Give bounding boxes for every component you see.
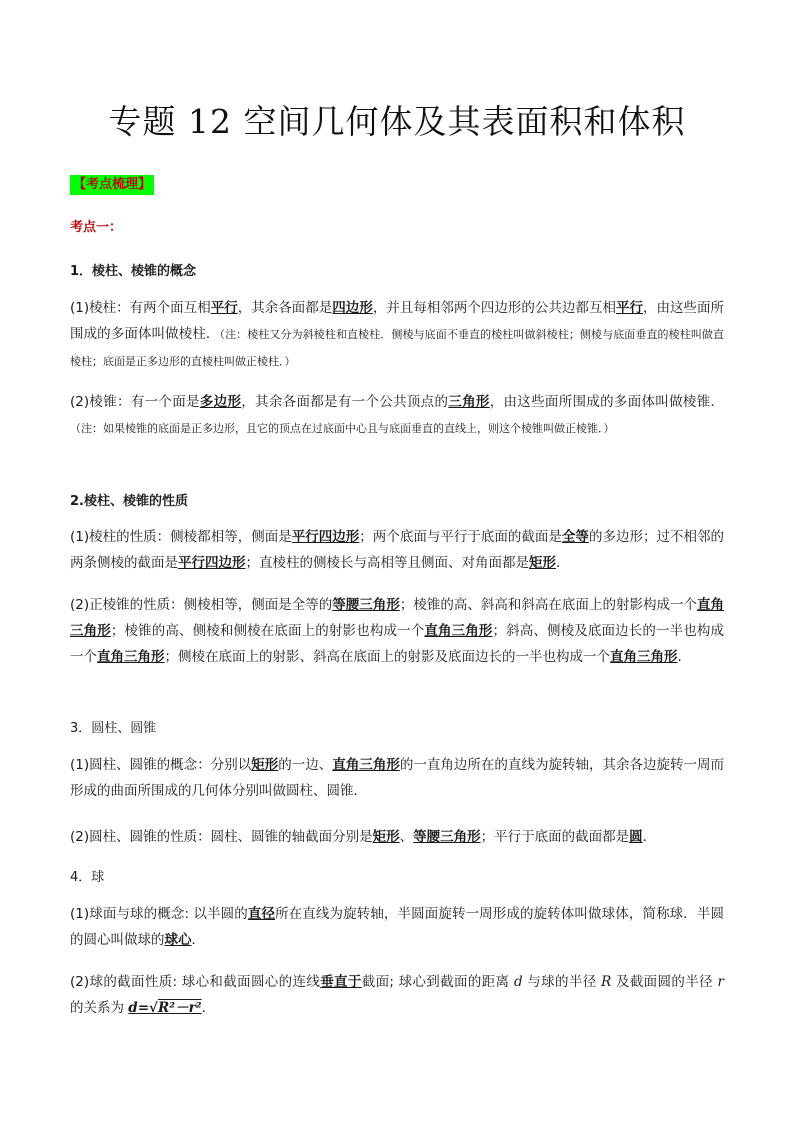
keyword: 多边形 [199, 394, 242, 410]
paragraph-cylinder-cone: (1)圆柱、圆锥的概念：分别以矩形的一边、直角三角形的一直角边所在的直线为旋转轴，其余各边旋转一周而形成的曲面所围成的几何体分别叫做圆柱、圆锥． [70, 757, 725, 799]
keyword: 平行四边形 [291, 529, 360, 545]
keyword: 直角三角形 [97, 649, 165, 665]
heading-2: 2.棱柱、棱锥的性质 [70, 494, 188, 509]
paragraph-sphere: (1)球面与球的概念: 以半圆的直径所在直线为旋转轴，半圆面旋转一周形成的旋转体叫做球体，简称球．半圆的圆心叫做球的球心． [70, 906, 725, 948]
keyword: 直角三角形 [424, 623, 493, 639]
keyword: 四边形 [332, 300, 373, 316]
heading-3: 3．圆柱、圆锥 [70, 721, 157, 736]
paragraph-prism-properties: (1)棱柱的性质：侧棱都相等，侧面是平行四边形；两个底面与平行于底面的截面是全等的多边形；过不相邻的两条侧棱的截面是平行四边形；直棱柱的侧棱长与高相等且侧面、对角面都是矩形． [70, 529, 725, 571]
formula: d=√R²－r² [128, 1000, 202, 1016]
keyword: 直角三角形 [70, 597, 725, 639]
keyword: 垂直于 [320, 974, 362, 990]
keyword: 直角三角形 [332, 757, 400, 773]
section-tag: 【考点梳理】 [70, 175, 154, 195]
paragraph-cylinder-cone-properties: (2)圆柱、圆锥的性质：圆柱、圆锥的轴截面分别是矩形、等腰三角形；平行于底面的截面都是圆． [70, 829, 657, 845]
keyword: 等腰三角形 [413, 829, 481, 845]
paragraph-pyramid-properties: (2)正棱锥的性质：侧棱相等，侧面是全等的等腰三角形；棱锥的高、斜高和斜高在底面上的射影构成一个直角三角形；棱锥的高、侧棱和侧棱在底面上的射影也构成一个直角三角形；斜高、侧棱及底面边长的一半也构成一个直角三角形；侧棱在底面上的射影、斜高在底面上的射影及底面边长的一半也构成一个直角三角形． [70, 597, 725, 665]
var-R: R [601, 974, 612, 990]
heading-4: 4．球 [70, 870, 105, 885]
keyword: 矩形 [372, 829, 400, 845]
keyword: 圆 [629, 829, 643, 845]
keyword: 平行 [615, 300, 644, 316]
keyword: 三角形 [448, 394, 490, 410]
note: （注：棱柱又分为斜棱柱和直棱柱．侧棱与底面不垂直的棱柱叫做斜棱柱；侧棱与底面垂直的棱柱叫做直棱柱；底面是正多边形的直棱柱叫做正棱柱．） [70, 328, 724, 368]
var-d: d [514, 974, 523, 990]
keyword: 球心 [164, 932, 192, 948]
keyword: 全等 [561, 529, 589, 545]
keyword: 直角三角形 [610, 649, 678, 665]
keyword: 矩形 [529, 555, 556, 571]
keyword: 等腰三角形 [332, 597, 400, 613]
section-heading: 考点一： [70, 220, 123, 235]
page-title: 专题 12 空间几何体及其表面积和体积 [108, 102, 686, 141]
keyword: 平行 [210, 300, 238, 316]
keyword: 平行四边形 [178, 555, 246, 571]
note: （注：如果棱锥的底面是正多边形，且它的顶点在过底面中心且与底面垂直的直线上，则这个棱锥叫做正棱锥．） [70, 422, 615, 435]
var-r: r [717, 974, 725, 990]
keyword: 矩形 [251, 757, 279, 773]
paragraph-prism: (1)棱柱：有两个面互相平行，其余各面都是四边形，并且每相邻两个四边形的公共边都互相平行，由这些面所围成的多面体叫做棱柱．（注：棱柱又分为斜棱柱和直棱柱．侧棱与底面不垂直的棱柱叫做斜棱柱；侧棱与底面垂直的棱柱叫做直棱柱；底面是正多边形的直棱柱叫做正棱柱．） [70, 300, 725, 368]
heading-1: 1．棱柱、棱锥的概念 [70, 264, 197, 279]
paragraph-pyramid: (2)棱锥：有一个面是多边形，其余各面都是有一个公共顶点的三角形，由这些面所围成的多面体叫做棱锥．（注：如果棱锥的底面是正多边形，且它的顶点在过底面中心且与底面垂直的直线上，则这个棱锥叫做正棱锥．） [70, 394, 725, 435]
paragraph-sphere-section: (2)球的截面性质: 球心和截面圆心的连线垂直于截面; 球心到截面的距离 d 与球的半径 R 及截面圆的半径 r 的关系为 d=√R²－r²． [70, 974, 725, 1016]
keyword: 直径 [247, 906, 276, 922]
